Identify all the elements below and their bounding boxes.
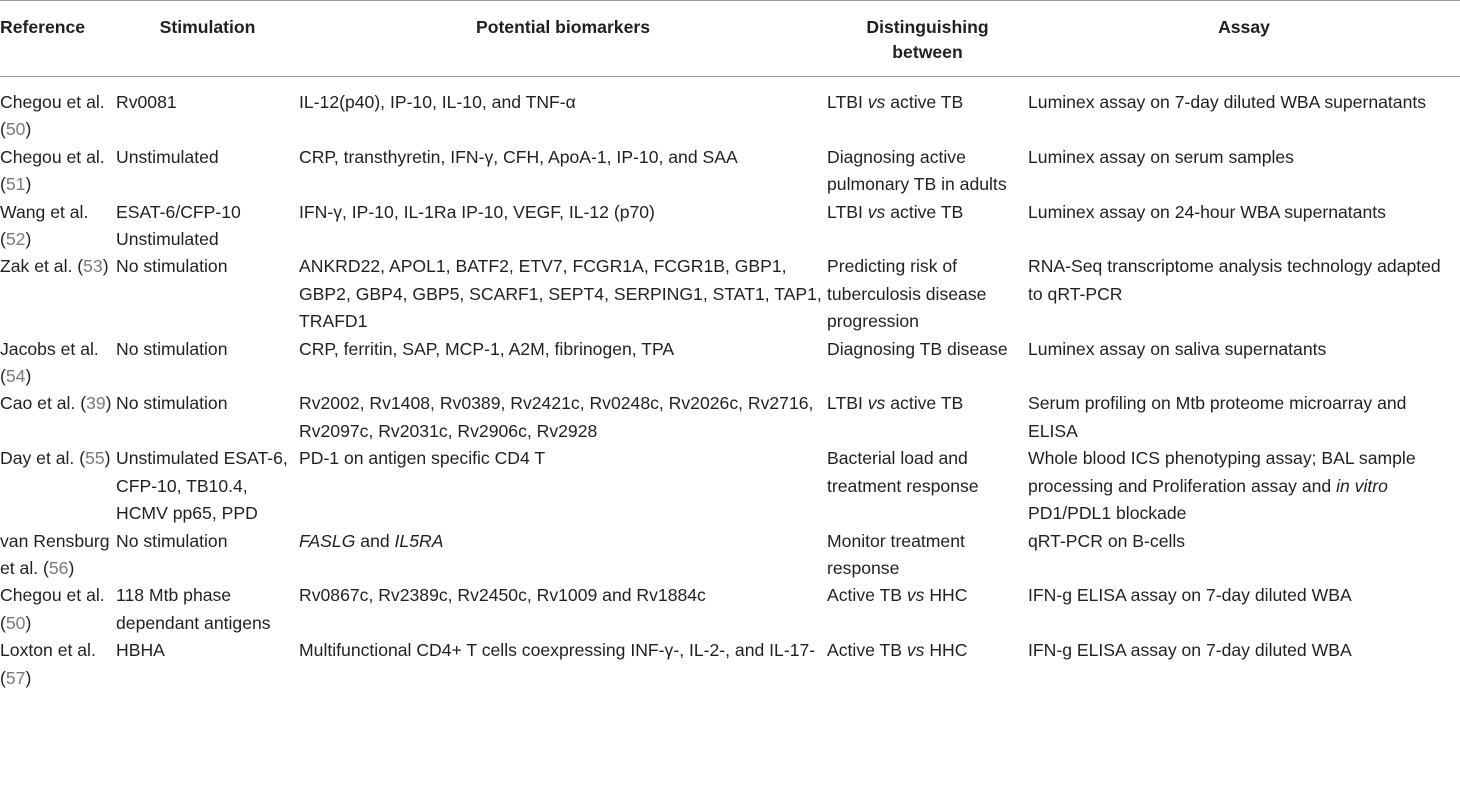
distinguishing-text-end: active TB: [885, 201, 964, 222]
stimulation-cell: Unstimulated: [116, 146, 219, 167]
biomarkers-cell: Multifunctional CD4+ T cells coexpressing INF-γ-, IL-2-, and IL-17-: [299, 640, 816, 661]
citation-link[interactable]: 54: [5, 366, 26, 387]
reference-text: Zak et al. (: [0, 256, 84, 277]
biomarkers-cell: PD-1 on antigen specific CD4 T: [299, 448, 546, 469]
assay-text: Luminex assay on 7-day diluted WBA supernatants: [1028, 92, 1427, 112]
assay-text: IFN-g ELISA assay on 7-day diluted WBA: [1028, 585, 1352, 606]
biomarkers-cell: CRP, ferritin, SAP, MCP-1, A2M, fibrinogen, TPA: [299, 338, 675, 359]
biomarkers-cell: ANKRD22, APOL1, BATF2, ETV7, FCGR1A, FCGR1B, GBP1, GBP2, GBP4, GBP5, SCARF1, SEPT4, SERPING1, STAT1, TAP1, TRAFD1: [299, 256, 822, 332]
table-row: [0, 445, 1460, 527]
table-row: [0, 77, 1460, 144]
table-row: [0, 637, 1460, 692]
biomarkers-cell: Rv0867c, Rv2389c, Rv2450c, Rv1009 and Rv1884c: [299, 585, 706, 606]
assay-cell: [1028, 528, 1460, 583]
header-assay: Assay: [1028, 1, 1460, 77]
reference-text: Chegou et al. (: [0, 585, 105, 633]
distinguishing-italic: vs: [867, 201, 886, 222]
biomarkers-cell: IL-12(p40), IP-10, IL-10, and TNF-α: [299, 92, 576, 112]
assay-italic: in vitro: [1336, 475, 1388, 496]
distinguishing-italic: vs: [867, 92, 886, 112]
header-biomarkers: Potential biomarkers: [299, 1, 827, 77]
distinguishing-cell: [827, 77, 1028, 144]
distinguishing-text-end: HHC: [924, 585, 968, 606]
reference-text-end: ): [68, 557, 75, 578]
stimulation-cell: Unstimulated ESAT-6, CFP-10, TB10.4, HCMV pp65, PPD: [116, 448, 288, 524]
reference-text: Chegou et al. (: [0, 92, 105, 140]
citation-link[interactable]: 50: [5, 119, 26, 140]
distinguishing-text: LTBI: [827, 201, 868, 222]
table-row: [0, 390, 1460, 445]
assay-cell: [1028, 637, 1460, 692]
table-body: [0, 77, 1460, 692]
citation-link[interactable]: 56: [48, 557, 69, 578]
reference-text-end: ): [25, 119, 32, 140]
stimulation-cell: ESAT-6/CFP-10 Unstimulated: [116, 201, 241, 250]
assay-text: Whole blood ICS phenotyping assay; BAL sample processing and Proliferation assay and: [1028, 448, 1416, 496]
reference-text: Day et al. (: [0, 448, 86, 469]
distinguishing-cell: [827, 253, 1028, 335]
reference-text: Wang et al. (: [0, 201, 89, 250]
stimulation-cell: No stimulation: [116, 393, 228, 414]
header-distinguishing: Distinguishing between: [827, 1, 1028, 77]
stimulation-cell: 118 Mtb phase dependant antigens: [116, 585, 271, 633]
distinguishing-cell: [827, 582, 1028, 637]
assay-text: IFN-g ELISA assay on 7-day diluted WBA: [1028, 640, 1352, 661]
header-stimulation: Stimulation: [116, 1, 299, 77]
reference-cell: [0, 637, 116, 692]
table-header: [0, 1, 1460, 77]
stimulation-cell: Rv0081: [116, 92, 177, 112]
distinguishing-cell: [827, 336, 1028, 391]
reference-cell: [0, 390, 116, 445]
reference-text-end: ): [25, 366, 32, 387]
assay-cell: [1028, 144, 1460, 199]
distinguishing-text: Diagnosing active pulmonary TB in adults: [827, 146, 1007, 195]
assay-text: Serum profiling on Mtb proteome microarray and ELISA: [1028, 393, 1407, 441]
distinguishing-cell: [827, 528, 1028, 583]
distinguishing-text: Diagnosing TB disease: [827, 338, 1008, 359]
distinguishing-text: LTBI: [827, 393, 868, 414]
assay-cell: [1028, 253, 1460, 335]
reference-cell: [0, 336, 116, 391]
reference-cell: [0, 582, 116, 637]
stimulation-cell: No stimulation: [116, 256, 228, 277]
distinguishing-text-end: HHC: [924, 640, 968, 661]
assay-cell: [1028, 336, 1460, 391]
stimulation-cell: HBHA: [116, 640, 165, 661]
distinguishing-cell: [827, 637, 1028, 692]
assay-text-end: PD1/PDL1 blockade: [1028, 503, 1187, 524]
distinguishing-text-end: active TB: [885, 92, 964, 112]
reference-text-end: ): [105, 393, 112, 414]
assay-text: Luminex assay on serum samples: [1028, 146, 1294, 167]
distinguishing-text: Active TB: [827, 640, 907, 661]
reference-text: Loxton et al. (: [0, 640, 96, 688]
reference-text-end: ): [102, 256, 109, 277]
distinguishing-text: Predicting risk of tuberculosis disease progression: [827, 256, 987, 332]
reference-text: Chegou et al. (: [0, 146, 105, 195]
reference-cell: [0, 253, 116, 335]
distinguishing-italic: vs: [906, 585, 925, 606]
distinguishing-cell: [827, 199, 1028, 254]
assay-text: Luminex assay on saliva supernatants: [1028, 338, 1327, 359]
table-row: [0, 582, 1460, 637]
citation-link[interactable]: 57: [5, 667, 26, 688]
table-row: [0, 199, 1460, 254]
reference-cell: [0, 144, 116, 199]
distinguishing-text: LTBI: [827, 92, 868, 112]
reference-text-end: ): [25, 174, 32, 195]
reference-cell: [0, 199, 116, 254]
reference-text-end: ): [25, 667, 32, 688]
distinguishing-italic: vs: [906, 640, 925, 661]
table-row: [0, 528, 1460, 583]
stimulation-cell: No stimulation: [116, 338, 228, 359]
distinguishing-text: Monitor treatment response: [827, 530, 965, 578]
assay-text: qRT-PCR on B-cells: [1028, 530, 1186, 551]
reference-cell: [0, 77, 116, 144]
distinguishing-italic: vs: [867, 393, 886, 414]
assay-cell: [1028, 199, 1460, 254]
table-row: [0, 336, 1460, 391]
distinguishing-text: Active TB: [827, 585, 907, 606]
biomarkers-text: and: [355, 530, 395, 551]
citation-link[interactable]: 39: [86, 393, 106, 414]
gene-name: FASLG: [299, 530, 356, 551]
header-row: [0, 1, 1460, 77]
assay-cell: [1028, 390, 1460, 445]
reference-text: Cao et al. (: [0, 393, 87, 414]
citation-link[interactable]: 50: [5, 612, 26, 633]
biomarkers-cell: CRP, transthyretin, IFN-γ, CFH, ApoA-1, IP-10, and SAA: [299, 146, 738, 167]
assay-text: RNA-Seq transcriptome analysis technology adapted to qRT-PCR: [1028, 256, 1441, 304]
distinguishing-cell: [827, 445, 1028, 527]
assay-cell: [1028, 445, 1460, 527]
citation-link[interactable]: 51: [5, 174, 26, 195]
reference-text: van Rensburg et al. (: [0, 530, 110, 578]
reference-cell: [0, 445, 116, 527]
reference-text-end: ): [104, 448, 111, 469]
reference-text: Jacobs et al. (: [0, 338, 99, 387]
citation-link[interactable]: 53: [83, 256, 103, 277]
stimulation-cell: No stimulation: [116, 530, 228, 551]
biomarkers-cell: [299, 528, 827, 583]
reference-cell: [0, 528, 116, 583]
reference-text-end: ): [25, 612, 32, 633]
citation-link[interactable]: 52: [5, 229, 26, 250]
citation-link[interactable]: 55: [85, 448, 105, 469]
assay-cell: [1028, 582, 1460, 637]
distinguishing-cell: [827, 390, 1028, 445]
distinguishing-cell: [827, 144, 1028, 199]
reference-text-end: ): [25, 229, 32, 250]
header-reference: Reference: [0, 1, 116, 77]
table-row: [0, 253, 1460, 335]
table-row: [0, 144, 1460, 199]
distinguishing-text: Bacterial load and treatment response: [827, 448, 979, 496]
gene-name: IL5RA: [394, 530, 444, 551]
assay-text: Luminex assay on 24-hour WBA supernatants: [1028, 201, 1386, 222]
distinguishing-text-end: active TB: [885, 393, 964, 414]
biomarkers-cell: Rv2002, Rv1408, Rv0389, Rv2421c, Rv0248c, Rv2026c, Rv2716, Rv2097c, Rv2031c, Rv2906c, Rv2928: [299, 393, 814, 441]
biomarkers-cell: IFN-γ, IP-10, IL-1Ra IP-10, VEGF, IL-12 (p70): [299, 201, 655, 222]
assay-cell: [1028, 77, 1460, 144]
